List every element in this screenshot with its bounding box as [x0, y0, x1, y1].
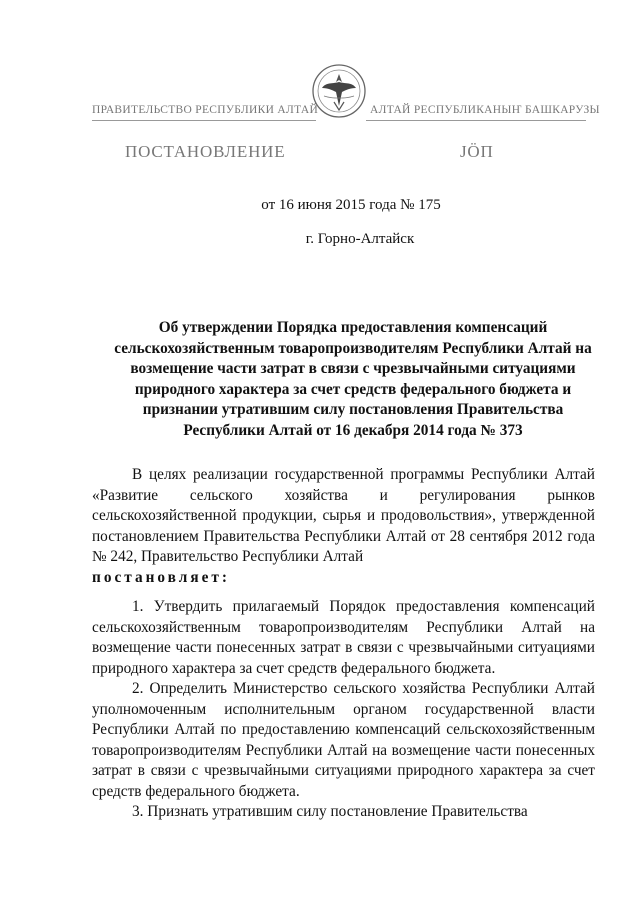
- header-divider-right: [366, 120, 586, 121]
- clause-2: 2. Определить Министерство сельского хозяйства Республики Алтай уполномоченным исполнительным органом государственной власти Республики Алтай по предоставлению компенсаций сельскохозяйственным товаропроизводителям Республики Алтай на возмещение части понесенных затрат в связи с чрезвычайными ситуациями природного характера за счет средств федерального бюджета.: [92, 680, 595, 800]
- preamble-text: В целях реализации государственной программы Республики Алтай «Развитие сельского хозяйства и регулирования рынков сельскохозяйственной продукции, сырья и продовольствия», утвержденной постановлением Правительства Республики Алтай от 28 сентября 2012 года № 242, Правительство Республики Алтай: [92, 466, 595, 565]
- city-line: [0, 231, 640, 248]
- clause-3: 3. Признать утратившим силу постановление Правительства: [132, 803, 528, 820]
- document-title: Об утверждении Порядка предоставления компенсаций сельскохозяйственным товаропроизводителям Республики Алтай на возмещение части затрат в связи с чрезвычайными ситуациями природного характера за счет средств федерального бюджета и признании утратившим силу постановления Правительства Республики Алтай от 16 декабря 2014 года № 373: [114, 319, 592, 439]
- date-number-line: [0, 197, 640, 214]
- preamble: [92, 465, 595, 588]
- city: г. Горно-Алтайск: [305, 231, 415, 247]
- date-number: от 16 июня 2015 года № 175: [261, 197, 441, 213]
- preamble-paragraph: [92, 465, 595, 588]
- clauses: [92, 597, 595, 823]
- government-name-altai: АЛТАЙ РЕСПУБЛИКАНЫҤ БАШКАРУЗЫ: [370, 104, 600, 116]
- government-name-ru: ПРАВИТЕЛЬСТВО РЕСПУБЛИКИ АЛТАЙ: [92, 104, 319, 116]
- coat-of-arms-icon: [310, 62, 368, 120]
- clause-1: 1. Утвердить прилагаемый Порядок предоставления компенсаций сельскохозяйственным товаропроизводителям Республики Алтай на возмещение части понесенных затрат в связи с чрезвычайными ситуациями природного характера за счет средств федерального бюджета.: [92, 598, 595, 677]
- header-divider-left: [92, 120, 316, 121]
- decides-word: постановляет:: [92, 568, 230, 586]
- document-type-ru: ПОСТАНОВЛЕНИЕ: [125, 142, 286, 161]
- document-type-altai: JӦП: [460, 142, 494, 161]
